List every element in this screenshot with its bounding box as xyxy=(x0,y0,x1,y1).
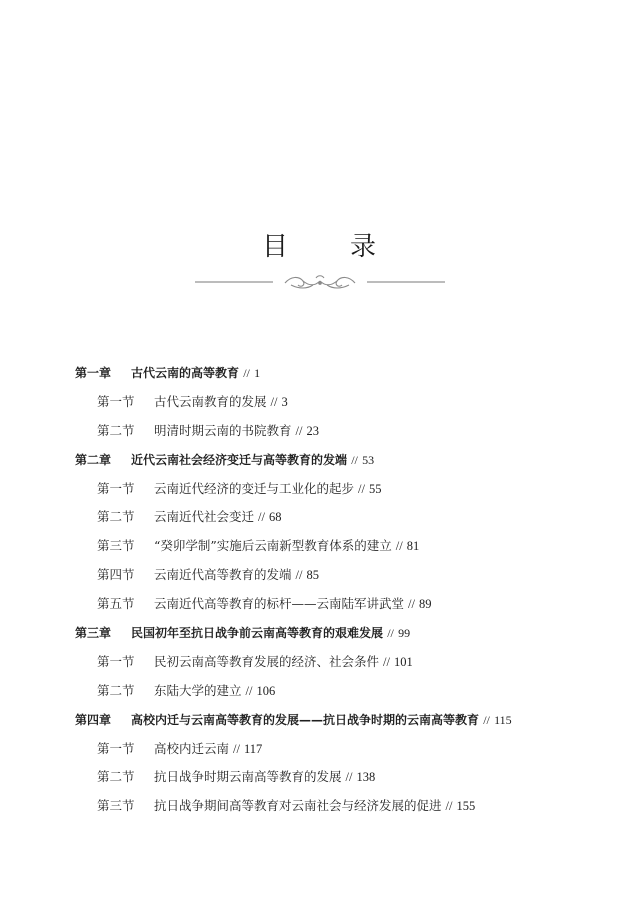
page-separator: // xyxy=(295,568,303,583)
page-separator: // xyxy=(445,799,453,814)
toc-section[interactable] xyxy=(75,594,615,623)
page-title xyxy=(0,226,638,263)
section-label: 第一节 xyxy=(97,740,135,756)
toc-section[interactable] xyxy=(75,479,615,508)
section-label: 第二节 xyxy=(97,509,135,525)
section-label: 第三节 xyxy=(97,538,135,554)
toc-chapter-1[interactable] xyxy=(75,363,615,392)
decorative-divider xyxy=(195,270,445,294)
toc-chapter-3[interactable] xyxy=(75,623,615,652)
toc-chapter-2[interactable] xyxy=(75,450,615,479)
toc-section[interactable] xyxy=(75,536,615,565)
title-char: 目 xyxy=(261,232,350,262)
section-label: 第二节 xyxy=(97,682,135,698)
section-title: “癸卯学制”实施后云南新型教育体系的建立 xyxy=(154,538,392,554)
flourish-icon xyxy=(285,276,355,288)
toc-section[interactable] xyxy=(75,565,615,594)
page-separator: // xyxy=(387,626,394,641)
page-separator: // xyxy=(395,539,403,554)
page-separator: // xyxy=(483,712,490,727)
page-separator: // xyxy=(245,683,253,698)
toc-section[interactable] xyxy=(75,421,615,450)
page-separator: // xyxy=(383,654,390,669)
chapter-title: 古代云南的高等教育 xyxy=(131,366,240,380)
chapter-label: 第四章 xyxy=(75,712,112,727)
section-label: 第二节 xyxy=(97,422,135,438)
section-label: 第二节 xyxy=(97,769,135,785)
page-separator: // xyxy=(358,481,365,496)
page-separator: // xyxy=(233,741,240,756)
page-number: 3 xyxy=(281,394,288,409)
page-number: 99 xyxy=(398,626,411,641)
chapter-label: 第三章 xyxy=(75,626,112,641)
page-number: 155 xyxy=(456,799,476,814)
page-number: 1 xyxy=(254,366,261,380)
section-title: 民初云南高等教育发展的经济、社会条件 xyxy=(154,653,380,669)
section-label: 第一节 xyxy=(97,480,135,496)
section-label: 第五节 xyxy=(97,596,135,612)
section-label: 第一节 xyxy=(97,653,135,669)
toc-chapter-4[interactable] xyxy=(75,710,615,739)
toc-section[interactable] xyxy=(75,767,615,796)
toc-section[interactable] xyxy=(75,392,615,421)
chapter-title: 近代云南社会经济变迁与高等教育的发端 xyxy=(131,452,348,467)
chapter-title: 高校内迁与云南高等教育的发展——抗日战争时期的云南高等教育 xyxy=(131,712,480,727)
table-of-contents xyxy=(75,363,615,825)
page-separator: // xyxy=(270,394,278,409)
page-number: 53 xyxy=(362,452,375,467)
toc-section[interactable] xyxy=(75,652,615,681)
page-number: 101 xyxy=(393,654,413,669)
page-number: 81 xyxy=(406,539,420,554)
chapter-label: 第二章 xyxy=(75,452,112,467)
section-label: 第三节 xyxy=(97,798,135,814)
page-separator: // xyxy=(243,366,250,380)
chapter-title: 民国初年至抗日战争前云南高等教育的艰难发展 xyxy=(131,626,384,641)
page-number: 138 xyxy=(356,770,376,785)
toc-section[interactable] xyxy=(75,507,615,536)
toc-section[interactable] xyxy=(75,739,615,768)
toc-section[interactable] xyxy=(75,796,615,825)
section-title: 东陆大学的建立 xyxy=(154,682,242,698)
page-number: 23 xyxy=(306,423,319,438)
page-separator: // xyxy=(345,770,353,785)
section-title: 古代云南教育的发展 xyxy=(154,393,267,409)
page-number: 68 xyxy=(268,510,282,525)
page-number: 117 xyxy=(243,741,263,756)
page-separator: // xyxy=(408,597,415,612)
section-title: 云南近代经济的变迁与工业化的起步 xyxy=(154,480,355,496)
page-number: 106 xyxy=(256,683,276,698)
page-number: 89 xyxy=(418,597,432,612)
section-title: 云南近代高等教育的标杆——云南陆军讲武堂 xyxy=(154,596,405,612)
section-title: 高校内迁云南 xyxy=(154,740,230,756)
page-separator: // xyxy=(258,510,265,525)
title-char: 录 xyxy=(350,232,439,262)
section-title: 抗日战争时期云南高等教育的发展 xyxy=(154,769,342,785)
section-title: 云南近代社会变迁 xyxy=(154,509,255,525)
page-number: 115 xyxy=(494,712,512,727)
page-number: 85 xyxy=(306,568,319,583)
section-label: 第四节 xyxy=(97,567,135,583)
page-number: 55 xyxy=(368,481,382,496)
toc-section[interactable] xyxy=(75,681,615,710)
page-separator: // xyxy=(295,423,303,438)
section-title: 明清时期云南的书院教育 xyxy=(154,422,292,438)
section-label: 第一节 xyxy=(97,393,135,409)
section-title: 云南近代高等教育的发端 xyxy=(154,567,292,583)
chapter-label: 第一章 xyxy=(75,366,112,380)
page-separator: // xyxy=(351,452,358,467)
section-title: 抗日战争期间高等教育对云南社会与经济发展的促进 xyxy=(154,798,442,814)
